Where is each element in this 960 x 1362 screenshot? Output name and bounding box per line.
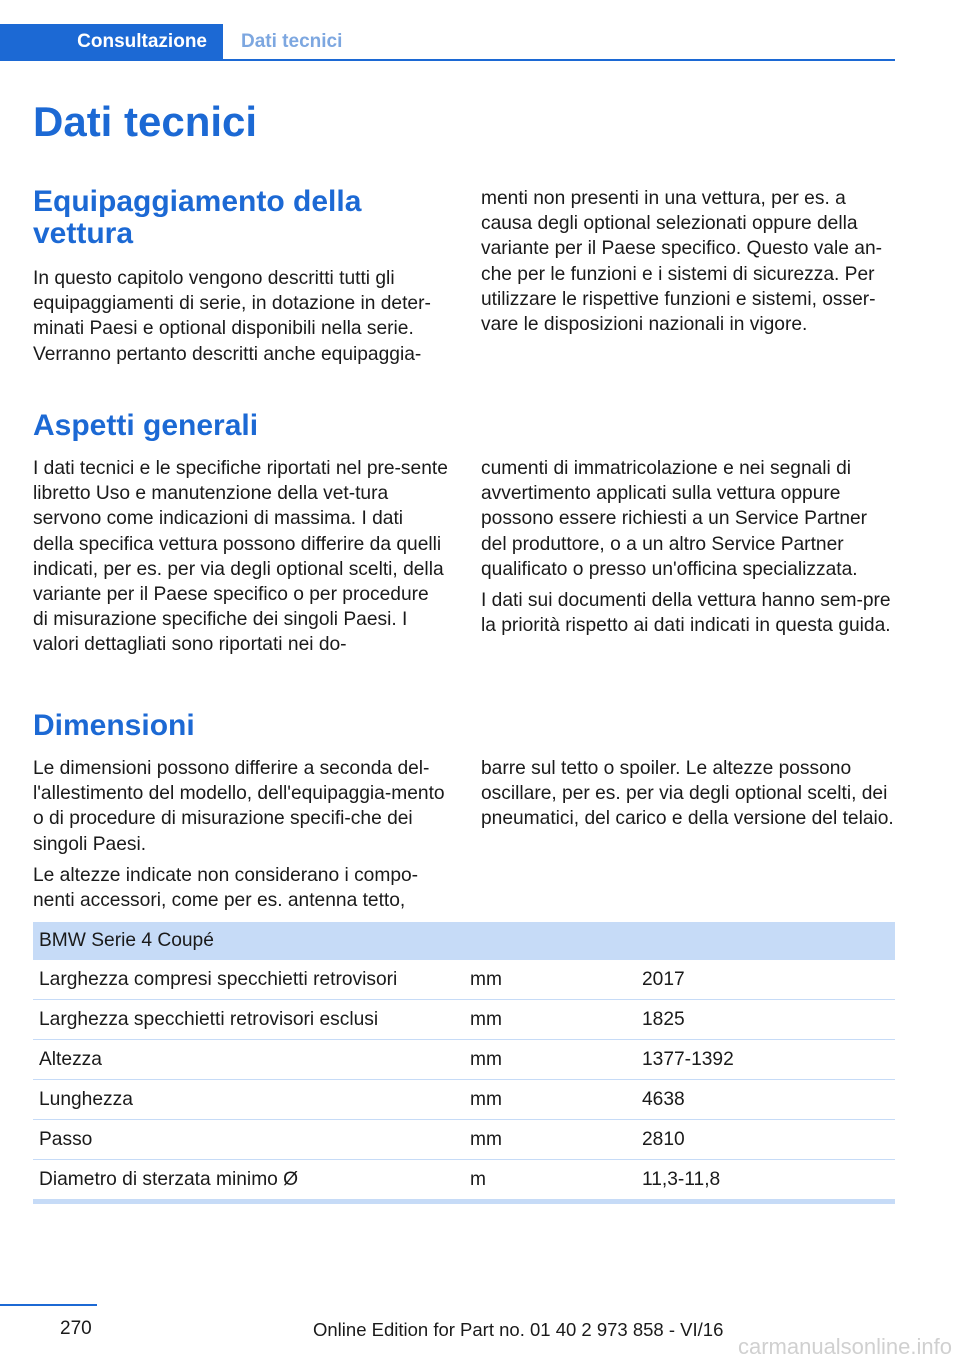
dimensions-paragraph-left-1: Le dimensioni possono differire a seconda del-l'allestimento del modello, dell'equipaggia-mento o di procedure di misurazione specifi-che dei singoli Paesi. (33, 758, 445, 855)
row-unit: mm (464, 1080, 636, 1120)
row-label: Larghezza specchietti retrovisori esclusi (33, 1000, 464, 1040)
row-value: 4638 (636, 1080, 895, 1120)
row-unit: mm (464, 1120, 636, 1160)
general-text-left (33, 456, 448, 664)
equip-paragraph-left: In questo capitolo vengono descritti tutti gli equipaggiamenti di serie, in dotazione in deter-minati Paesi e optional disponibili nella serie. Verranno pertanto descritti anche equipaggia- (33, 268, 431, 365)
table-header: BMW Serie 4 Coupé (33, 922, 895, 960)
general-paragraph-right-2: I dati sui documenti della vettura hanno sem-pre la priorità rispetto ai dati indicati in questa guida. (481, 590, 891, 637)
heading-dimensioni: Dimensioni (33, 709, 195, 742)
row-unit: m (464, 1160, 636, 1202)
dimensions-paragraph-left-2: Le altezze indicate non considerano i compo-nenti accessori, come per es. antenna tetto, (33, 864, 419, 912)
equip-paragraph-right: menti non presenti in una vettura, per es. a causa degli optional selezionati oppure della variante per il Paese specifico. Questo vale an-che per le funzioni e i sistemi di sicurezza. Per utilizzare le rispettive funzioni e sistemi, osser-vare le disposizioni nazionali in vigore. (481, 188, 883, 336)
heading-aspetti-generali: Aspetti generali (33, 409, 259, 442)
page-number: 270 (60, 1318, 92, 1339)
row-label: Passo (33, 1120, 464, 1160)
table-row (33, 960, 895, 1000)
row-label: Diametro di sterzata minimo Ø (33, 1160, 464, 1202)
table-row (33, 1120, 895, 1160)
watermark: carmanualsonline.info (737, 1334, 952, 1359)
dimensions-text-left (33, 756, 448, 919)
row-value: 1825 (636, 1000, 895, 1040)
row-value: 2017 (636, 960, 895, 1000)
general-paragraph-right-1: cumenti di immatricolazione e nei segnali di avvertimento applicati sulla vettura oppure possono essere richiesti a un Service Partner del produttore, o a un altro Service Partner qualificato o presso un'officina specializzata. (481, 458, 868, 580)
dimensions-table (33, 922, 895, 1204)
equip-text-right (481, 186, 896, 343)
dimensions-text-right (481, 756, 896, 838)
row-value: 11,3-11,8 (636, 1160, 895, 1202)
table-row (33, 1040, 895, 1080)
row-label: Lunghezza (33, 1080, 464, 1120)
table-row (33, 1160, 895, 1202)
table-row (33, 1000, 895, 1040)
general-paragraph-left: I dati tecnici e le specifiche riportati nel pre-sente libretto Uso e manutenzione della vet-tura servono come indicazioni di massima. I dati della specifica vettura possono differire da quelli indicati, per es. per via degli optional scelti, della variante per il Paese specifico o per procedure di misurazione specifiche dei singoli Paesi. I valori dettagliati sono riportati nei do- (33, 458, 448, 656)
heading-equipaggiamento: Equipaggiamento della vettura (33, 185, 362, 250)
row-value: 1377-1392 (636, 1040, 895, 1080)
equip-text-left (33, 266, 448, 373)
row-label: Altezza (33, 1040, 464, 1080)
table-row (33, 1080, 895, 1120)
table-header-row (33, 922, 895, 960)
header-tabbar (0, 24, 895, 62)
row-unit: mm (464, 1000, 636, 1040)
dimensions-paragraph-right: barre sul tetto o spoiler. Le altezze possono oscillare, per es. per via degli optional scelti, dei pneumatici, del carico e della versione del telaio. (481, 758, 894, 830)
row-unit: mm (464, 1040, 636, 1080)
tab-consultazione[interactable]: Consultazione (0, 24, 223, 60)
header-rule (0, 59, 895, 61)
page-title: Dati tecnici (33, 98, 258, 145)
row-label: Larghezza compresi specchietti retrovisori (33, 960, 464, 1000)
row-value: 2810 (636, 1120, 895, 1160)
row-unit: mm (464, 960, 636, 1000)
tab-dati-tecnici[interactable]: Dati tecnici (241, 31, 343, 52)
footer-edition: Online Edition for Part no. 01 40 2 973 858 - VI/16 (313, 1319, 724, 1340)
general-text-right (481, 456, 896, 644)
footer-rule (0, 1304, 97, 1306)
